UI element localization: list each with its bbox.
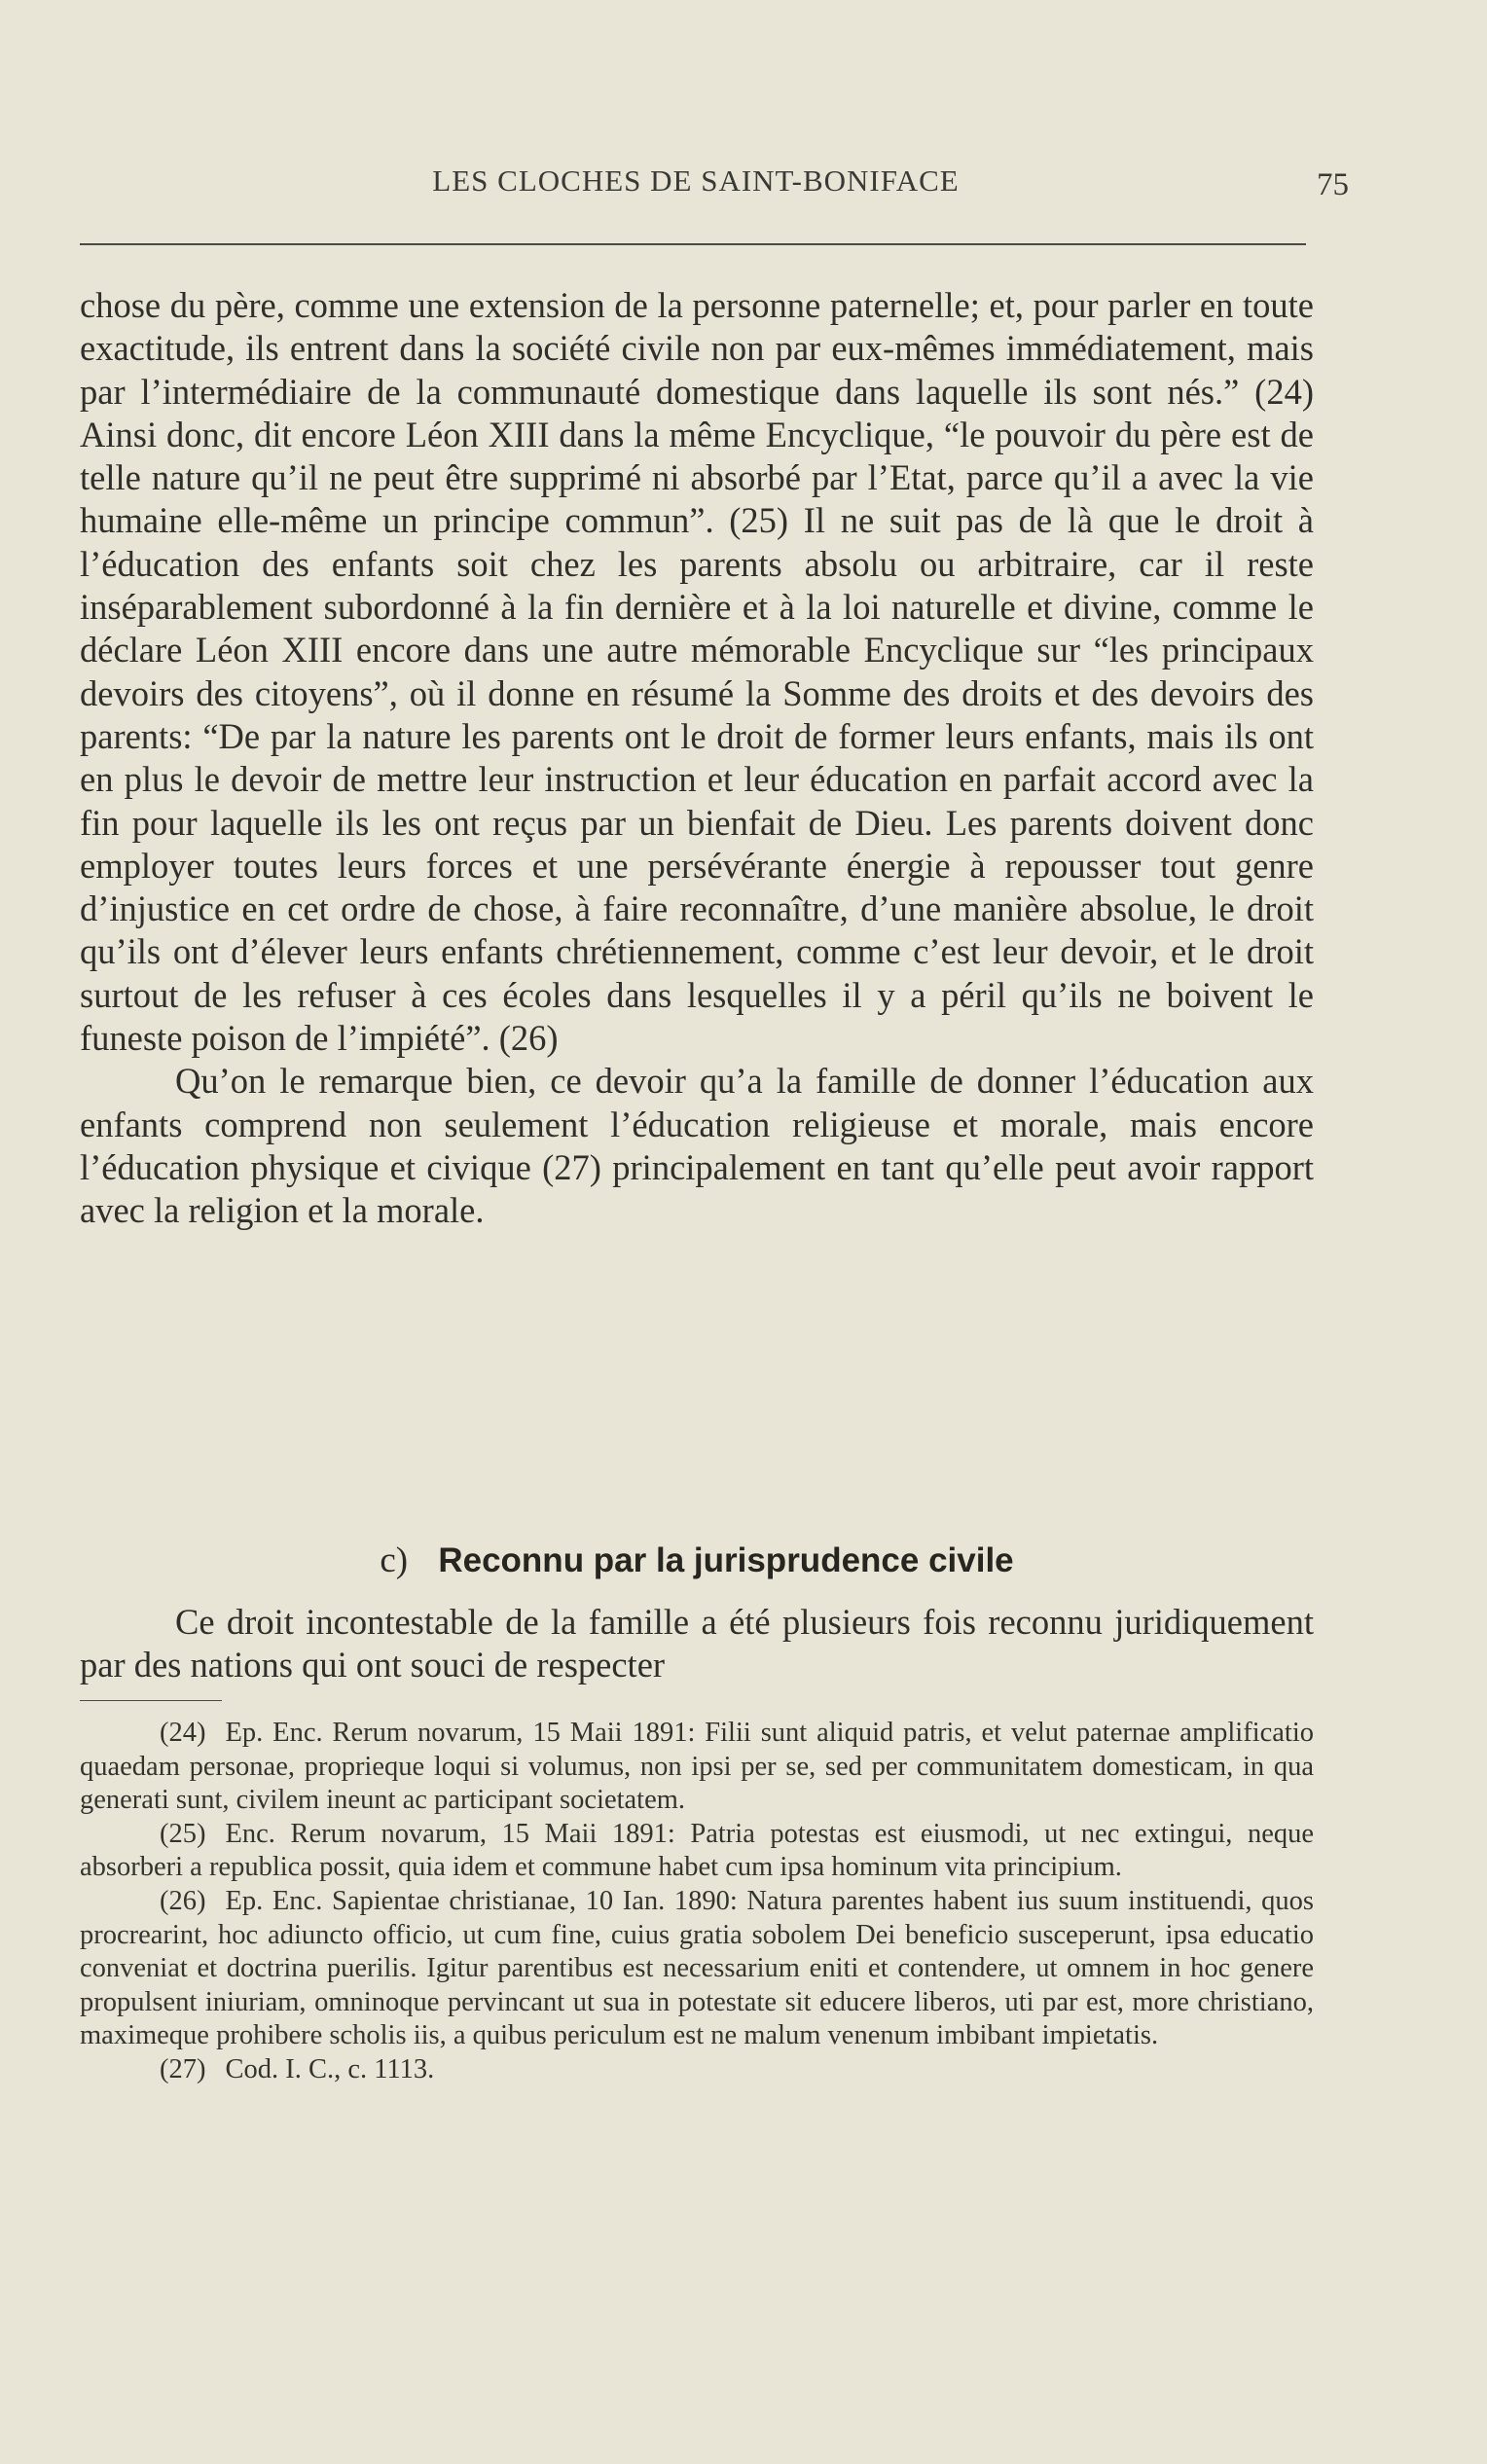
footnote-number: (26) [160, 1885, 206, 1916]
page-header [80, 163, 1349, 202]
paragraph: Qu’on le remarque bien, ce devoir qu’a la famille de donner l’éducation aux enfants comprend non seulement l’éducation religieuse et morale, mais encore l’éducation physique et civique (27) principalement en tant qu’elle peut avoir rapport avec la religion et la morale. [80, 1061, 1314, 1231]
running-title: LES CLOCHES DE SAINT-BONIFACE [432, 163, 960, 198]
paragraph: chose du père, comme une extension de la personne paternelle; et, pour parler en toute exactitude, ils entrent dans la société civile non par eux-mêmes immédiatement, mais par l’intermédiaire de la communauté domestique dans laquelle ils sont nés.” (24) Ainsi donc, dit encore Léon XIII dans la même Encyclique, “le pouvoir du père est de telle nature qu’il ne peut être supprimé ni absorbé par l’Etat, parce qu’il a avec la vie humaine elle-même un principe commun”. (25) Il ne suit pas de là que le droit à l’éducation des enfants soit chez les parents absolu ou arbitraire, car il reste inséparablement subordonné à la fin dernière et à la loi naturelle et divine, comme le déclare Léon XIII encore dans une autre mémorable Encyclique sur “les principaux devoirs des citoyens”, où il donne en résumé la Somme des droits et des devoirs des parents: “De par la nature les parents ont le droit de former leurs enfants, mais ils ont en plus le devoir de mettre leur instruction et leur éducation en parfait accord avec la fin pour laquelle ils les ont reçus par un bienfait de Dieu. Les parents doivent donc employer toutes leurs forces et une persévérante énergie à repousser tout genre d’injustice en cet ordre de chose, à faire reconnaître, d’une manière absolue, le droit qu’ils ont d’élever leurs enfants chrétiennement, comme c’est leur devoir, et le droit surtout de les refuser à ces écoles dans lesquelles il y a péril qu’ils ne boivent le funeste poison de l’impiété”. (26) [80, 285, 1314, 1059]
footnote-text: Ep. Enc. Sapientae christianae, 10 Ian. 1890: Natura parentes habent ius suum instituendi, quos procrearint, hoc adiuncto officio, ut cum fine, cuius gratia sobolem Dei beneficio susceperunt, ipsa educatio conveniat et doctrina puerilis. Igitur parentibus est necessarium eniti et contendere, ut omnem in hoc genere propulsent iniuriam, omninoque pervincant ut sua in potestate sit educere liberos, uti par est, more christiano, maximeque prohibere scholis iis, a quibus periculum est ne malum venenum imbibant impietatis. [80, 1885, 1314, 2051]
footnote-rule [80, 1700, 222, 1701]
footnotes [80, 1717, 1314, 2087]
main-text [80, 284, 1314, 1233]
footnote [80, 1885, 1314, 2053]
footnote-text: Enc. Rerum novarum, 15 Maii 1891: Patria potestas est eiusmodi, ut nec extingui, neque absorberi a republica possit, quia idem et commune habet cum ipsa hominum vita principium. [80, 1818, 1314, 1883]
section-letter: c) [380, 1540, 409, 1580]
main-text-continued [80, 1601, 1314, 1687]
footnote [80, 2053, 1314, 2087]
paragraph: Ce droit incontestable de la famille a été plusieurs fois reconnu juridiquement par des nations qui ont souci de respecter [80, 1602, 1314, 1685]
page-number: 75 [1317, 167, 1349, 202]
footnote-text: Cod. I. C., c. 1113. [225, 2053, 435, 2084]
section-title: Reconnu par la jurisprudence civile [438, 1541, 1014, 1579]
footnote-number: (25) [160, 1818, 206, 1849]
header-rule [80, 243, 1306, 245]
footnote-number: (27) [160, 2053, 206, 2084]
footnote [80, 1717, 1314, 1818]
footnote [80, 1818, 1314, 1885]
footnote-number: (24) [160, 1718, 206, 1748]
footnote-text: Ep. Enc. Rerum novarum, 15 Maii 1891: Filii sunt aliquid patris, et velut paternae amplificatio quaedam personae, proprieque loqui si volumus, non ipsi per se, sed per communitatem domesticam, in qua generati sunt, civilem ineunt ac participant societatem. [80, 1718, 1314, 1816]
section-heading [80, 1540, 1314, 1582]
